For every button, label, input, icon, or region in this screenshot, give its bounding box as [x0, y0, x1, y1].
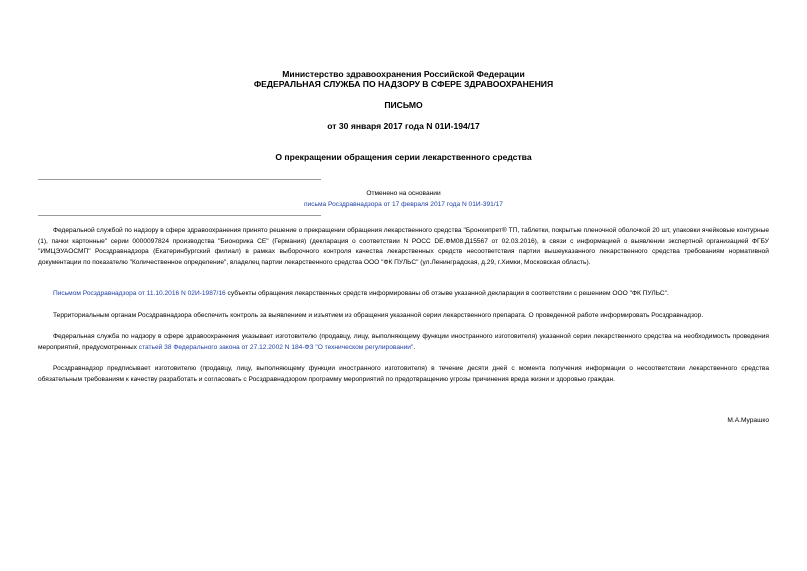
paragraph-decision: Федеральной службой по надзору в сфере здравоохранения принято решение о прекращении обращения лекарственного средства "Бронхипрет® ТП, таблетки, покрытые пленочной оболочкой 20 шт, упаковки ячейковые контурные (1), пачки картонные" серии 0000097824 производства "Бионорика СЕ" (Германия) (декларация о соответствии N РОСС DE.ФМ08.Д15567 от 02.03.2016), в связи с информацией о выявлении экспертной организацией ФГБУ "ИМЦЭУАОСМП" Росздравнадзора (Екатеринбургский филиал) в рамках выборочного контроля качества лекарственных средств несоответствия партии вышеуказанного лекарственного средства требованиям нормативной документации по показателю "Количественное определение", владелец партии лекарственного средства ООО "ФК ПУЛЬС" (ул.Ленинградская, д.29, г.Химки, Московская область).	[38, 227, 769, 266]
paragraph-territorial-control: Территориальным органам Росздравнадзора обеспечить контроль за выявлением и изъятием из обращения указанной серии лекарственного препарата. О проведенной работе информировать Росздравнадзор.	[53, 312, 704, 319]
roszdravnadzor-letter-link[interactable]: Письмом Росздравнадзора от 11.10.2016 N 02И-1987/16	[53, 290, 226, 297]
document-type: ПИСЬМО	[384, 100, 423, 110]
divider-top	[38, 179, 321, 180]
ministry-name: Министерство здравоохранения Российской Федерации	[282, 69, 525, 79]
paragraph-manufacturer-measures	[38, 332, 769, 353]
paragraph-manufacturer-measures-end: .	[413, 343, 416, 351]
repeal-note-label: Отменено на основании	[366, 190, 441, 197]
paragraph-declaration-recall-text: субъекты обращения лекарственных средств информированы об отзыве указанной декларации в соответствии с решением ООО "ФК ПУЛЬС".	[225, 290, 669, 297]
service-name: ФЕДЕРАЛЬНАЯ СЛУЖБА ПО НАДЗОРУ В СФЕРЕ ЗДРАВООХРАНЕНИЯ	[253, 79, 554, 89]
document-subject: О прекращении обращения серии лекарственного средства	[275, 152, 532, 162]
paragraph-manufacturer-measures-text: Федеральная служба по надзору в сфере здравоохранения указывает изготовителю (продавцу, лицу, выполняющему функции иностранного изготовителя) указанной серии лекарственного средства на необходимость проведения мероприятий, предусмотренных	[38, 333, 769, 351]
paragraph-declaration-recall	[38, 289, 769, 300]
repeal-note-link[interactable]: письма Росздравнадзора от 17 февраля 2017 года N 01И-391/17	[304, 201, 503, 208]
signature: М.А.Мурашко	[727, 417, 769, 424]
document-date-number: от 30 января 2017 года N 01И-194/17	[327, 121, 480, 131]
paragraph-prescription: Росздравнадзор предписывает изготовителю (продавцу, лицу, выполняющему функции иностранного изготовителя) в течение десяти дней с момента получения информации о несоответствии лекарственного средства обязательным требованиям к качеству разработать и согласовать с Росздравнадзором программу мероприятий по предотвращению угрозы причинения вреда жизни и здоровью граждан.	[38, 365, 769, 383]
federal-law-article-link[interactable]: статьей 38 Федерального закона от 27.12.2002 N 184-ФЗ "О техническом регулировании"	[138, 343, 414, 351]
divider-bottom	[38, 215, 321, 216]
